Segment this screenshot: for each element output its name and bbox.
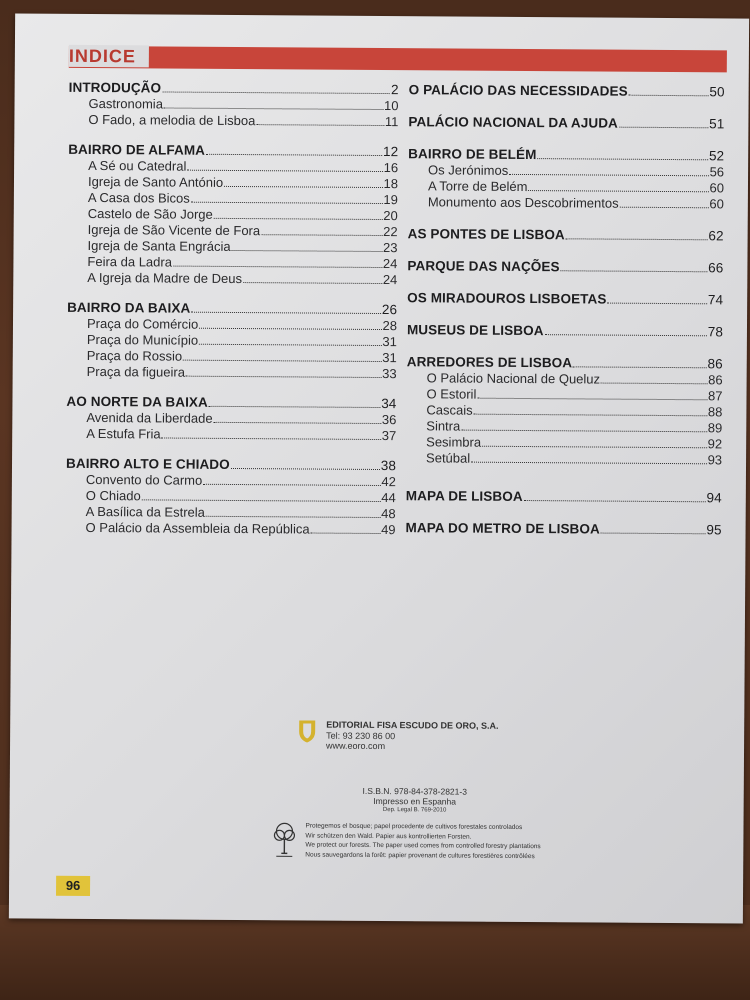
toc-entry-page: 60 <box>709 180 725 196</box>
toc-section-heading <box>406 488 722 506</box>
toc-section <box>407 322 723 340</box>
toc-section <box>409 82 725 100</box>
toc-section-heading-label: PARQUE DAS NAÇÕES <box>407 258 560 275</box>
dot-leader <box>537 148 708 160</box>
page-number-badge: 96 <box>56 876 90 896</box>
toc-entry-label: Cascais <box>426 402 473 418</box>
toc-section <box>407 290 723 308</box>
toc-section-heading-page: 34 <box>381 396 397 412</box>
toc-entry-page: 89 <box>707 420 723 436</box>
eco-text <box>305 821 541 861</box>
toc-section-heading-label: AO NORTE DA BAIXA <box>66 393 208 410</box>
toc-section <box>406 520 722 538</box>
toc-section-heading-page: 38 <box>380 458 397 474</box>
toc-entry-page: 31 <box>382 350 397 366</box>
toc-entry-page: 48 <box>381 506 396 522</box>
dot-leader <box>214 412 381 424</box>
dot-leader <box>482 436 707 449</box>
toc-entry-page: 24 <box>382 272 398 288</box>
toc-section-heading-label: MAPA DO METRO DE LISBOA <box>405 520 600 537</box>
isbn-number: I.S.B.N. 978-84-378-2821-3 <box>362 785 467 797</box>
toc-entry-page: 60 <box>709 196 724 212</box>
toc-section-heading-page: 12 <box>382 144 399 160</box>
toc-entry-label: O Chiado <box>85 487 141 504</box>
toc-entry-page: 23 <box>383 240 398 256</box>
dot-leader <box>199 318 381 330</box>
toc-entry <box>406 450 722 468</box>
toc-entry-page: 36 <box>381 412 397 428</box>
dot-leader <box>261 224 382 236</box>
toc-section-heading-label: BAIRRO DE ALFAMA <box>68 141 206 158</box>
toc-entry-page: 49 <box>381 522 396 538</box>
dot-leader <box>477 388 707 401</box>
dot-leader <box>311 523 381 534</box>
dot-leader <box>231 458 380 470</box>
eco-line-fr: Nous sauvegardons la forêt: papier provenant de cultures forestières contrôlées <box>305 850 535 860</box>
toc-entry <box>408 194 724 212</box>
toc-section-heading <box>407 258 723 276</box>
toc-entry-page: 44 <box>381 490 396 506</box>
toc-section <box>406 488 722 506</box>
toc-entry-label: O Fado, a melodia de Lisboa <box>88 111 256 129</box>
dot-leader <box>203 474 380 486</box>
toc-entry-label: Sintra <box>426 418 461 434</box>
dot-leader <box>524 490 706 502</box>
dot-leader <box>561 260 708 272</box>
toc-entry-page: 20 <box>383 208 398 224</box>
toc-section <box>66 456 397 538</box>
toc-section-heading-page: 51 <box>709 116 725 132</box>
toc-entry-label: Os Jerónimos <box>428 162 509 178</box>
toc-entry-label: O Estoril <box>426 386 477 402</box>
toc-entry-page: 31 <box>382 334 397 350</box>
toc-entry <box>67 364 397 382</box>
index-title: INDICE <box>69 45 149 68</box>
dot-leader <box>461 420 707 433</box>
toc-section-heading-page: 2 <box>390 82 399 98</box>
toc-section-heading-label: BAIRRO DE BELÉM <box>408 146 537 163</box>
toc-section-heading-page: 52 <box>708 148 725 164</box>
toc-entry-label: A Igreja da Madre de Deus <box>87 269 243 287</box>
toc-entry-label: Monumento aos Descobrimentos <box>427 194 619 211</box>
toc-entry-page: 93 <box>707 452 723 468</box>
dot-leader <box>209 396 380 408</box>
toc-entry-page: 86 <box>708 372 723 388</box>
toc-entry-page: 37 <box>381 428 397 444</box>
toc-section <box>66 394 396 444</box>
toc-entry-page: 22 <box>383 224 398 240</box>
dot-leader <box>566 228 708 240</box>
dot-leader <box>619 117 708 129</box>
toc-entry-label: A Torre de Belém <box>427 178 528 195</box>
print-location: Impresso en Espanha <box>373 795 457 807</box>
publisher-block <box>298 719 499 752</box>
eco-line-de: Wir schützen den Wald. Papier aus kontrollierten Forsten. <box>305 831 472 841</box>
toc-entry-page: 28 <box>382 318 398 334</box>
toc-entry-label: Setúbal <box>426 450 471 466</box>
toc-section-heading-page: 66 <box>708 260 724 276</box>
toc-section-heading-page: 94 <box>706 490 722 506</box>
toc-section-heading-label: BAIRRO ALTO E CHIADO <box>65 455 230 472</box>
toc-entry <box>67 270 397 288</box>
eco-line-en: We protect our forests. The paper used comes from controlled forestry plantations <box>305 841 541 851</box>
toc-entry <box>68 112 398 130</box>
toc-entry-label: Igreja de Santo António <box>87 173 224 190</box>
dot-leader <box>629 85 709 97</box>
dot-leader <box>243 272 382 284</box>
toc-section-heading-page: 62 <box>708 228 724 244</box>
toc-entry-page: 18 <box>383 176 399 192</box>
toc-section-heading <box>409 82 725 100</box>
toc-section-heading-label: PALÁCIO NACIONAL DA AJUDA <box>408 114 618 131</box>
legal-deposit: Dep. Legal B. 769-2010 <box>382 807 447 814</box>
toc-section-heading-label: BAIRRO DA BAIXA <box>67 299 191 316</box>
dot-leader <box>162 81 390 94</box>
publisher-text <box>326 720 499 753</box>
dot-leader <box>199 334 381 346</box>
toc-entry-label: Sesimbra <box>426 434 482 450</box>
dot-leader <box>214 208 383 220</box>
toc-section-heading <box>407 322 723 340</box>
toc-entry-page: 10 <box>384 98 399 114</box>
book-page <box>9 13 749 923</box>
toc-entry-page: 56 <box>709 164 725 180</box>
toc-entry-label: O Palácio Nacional de Queluz <box>426 370 601 387</box>
toc-entry-page: 11 <box>384 114 399 130</box>
dot-leader <box>474 404 707 417</box>
toc-section-heading-page: 78 <box>707 324 724 340</box>
toc-entry-label: Gastronomia <box>88 95 164 112</box>
toc-section-heading <box>408 114 724 132</box>
toc-entry-page: 19 <box>383 192 398 208</box>
eco-line-es: Protegemos el bosque; papel procedente de cultivos forestales controlados <box>305 822 523 832</box>
dot-leader <box>191 192 383 204</box>
dot-leader <box>164 97 383 110</box>
isbn-block <box>340 786 490 815</box>
left-toc-column <box>65 80 398 552</box>
toc-entry-page: 24 <box>382 256 398 272</box>
toc-entry-label: A Casa dos Bicos <box>87 189 190 206</box>
dot-leader <box>573 356 706 368</box>
toc-entry-label: Praça do Rossio <box>86 347 183 364</box>
toc-entry-page: 87 <box>707 388 723 404</box>
dot-leader <box>471 452 707 465</box>
toc-entry-label: O Palácio da Assembleia da República <box>85 519 310 537</box>
dot-leader <box>186 366 381 378</box>
toc-section-heading-label: O PALÁCIO DAS NECESSIDADES <box>408 82 628 99</box>
toc-entry-label: Praça da figueira <box>86 363 186 380</box>
dot-leader <box>607 293 707 305</box>
toc-section-heading-label: ARREDORES DE LISBOA <box>406 354 573 371</box>
toc-entry-page: 16 <box>383 160 399 176</box>
dot-leader <box>528 180 708 192</box>
dot-leader <box>206 506 380 518</box>
toc-entry <box>66 520 396 538</box>
dot-leader <box>545 324 707 336</box>
toc-section <box>408 146 724 212</box>
dot-leader <box>173 256 382 268</box>
toc-section-heading <box>408 226 724 244</box>
toc-section-heading-label: AS PONTES DE LISBOA <box>407 226 565 243</box>
dot-leader <box>162 427 381 440</box>
toc-entry-label: Avenida da Liberdade <box>86 409 213 426</box>
toc-section-heading <box>406 520 722 538</box>
dot-leader <box>224 176 382 188</box>
tree-icon <box>271 821 297 859</box>
right-toc-column <box>405 82 724 554</box>
toc-entry-label: A Estufa Fria <box>86 425 161 442</box>
toc-entry-label: A Basílica da Estrela <box>85 503 205 520</box>
header-band <box>69 46 727 73</box>
toc-entry-page: 33 <box>382 366 397 382</box>
toc-section <box>408 114 724 132</box>
toc-entry-label: Praça do Município <box>86 331 199 348</box>
publisher-web: www.eoro.com <box>326 740 386 752</box>
toc-entry-label: Praça do Comércio <box>86 315 199 332</box>
dot-leader <box>509 164 708 176</box>
dot-leader <box>206 144 382 156</box>
toc-section <box>407 258 723 276</box>
toc-section-heading-label: INTRODUÇÃO <box>68 79 162 96</box>
toc-section-heading-label: MAPA DE LISBOA <box>405 488 523 505</box>
toc-section-heading-page: 74 <box>707 292 724 308</box>
dot-leader <box>191 302 381 314</box>
toc-entry-label: Castelo de São Jorge <box>87 205 213 222</box>
toc-entry-page: 88 <box>707 404 723 420</box>
toc-section <box>408 226 724 244</box>
toc-entry-label: Igreja de São Vicente de Fora <box>87 221 261 239</box>
toc-section-heading-page: 95 <box>706 522 722 538</box>
toc-section <box>67 142 398 288</box>
publisher-name: EDITORIAL FISA ESCUDO DE ORO, S.A. <box>326 719 499 731</box>
toc-section-heading-label: OS MIRADOUROS LISBOETAS <box>407 290 607 307</box>
toc-section-heading-page: 86 <box>707 356 723 372</box>
toc-entry-label: Feira da Ladra <box>87 253 173 270</box>
eco-notice <box>271 821 541 861</box>
dot-leader <box>183 350 381 362</box>
dot-leader <box>620 197 709 209</box>
toc-section-heading-page: 26 <box>381 302 398 318</box>
publisher-tel: Tel: 93 230 86 00 <box>326 730 396 741</box>
dot-leader <box>232 240 382 252</box>
dot-leader <box>601 373 707 385</box>
toc-entry-page: 92 <box>707 436 723 452</box>
toc-section <box>406 354 723 468</box>
toc-entry-label: Convento do Carmo <box>85 471 203 488</box>
toc-entry-label: Igreja de Santa Engrácia <box>87 237 231 254</box>
toc-section-heading <box>407 290 723 308</box>
dot-leader <box>142 489 381 502</box>
toc-entry <box>66 426 396 444</box>
toc-entry-label: A Sé ou Catedral <box>88 157 187 174</box>
dot-leader <box>601 523 706 535</box>
shield-icon <box>298 719 316 743</box>
toc-section-heading-page: 50 <box>709 84 725 100</box>
toc-section-heading-label: MUSEUS DE LISBOA <box>406 322 544 339</box>
dot-leader <box>256 114 384 126</box>
dot-leader <box>187 160 382 172</box>
toc-entry-page: 42 <box>381 474 396 490</box>
toc-section <box>67 300 398 382</box>
toc-section <box>68 80 398 130</box>
